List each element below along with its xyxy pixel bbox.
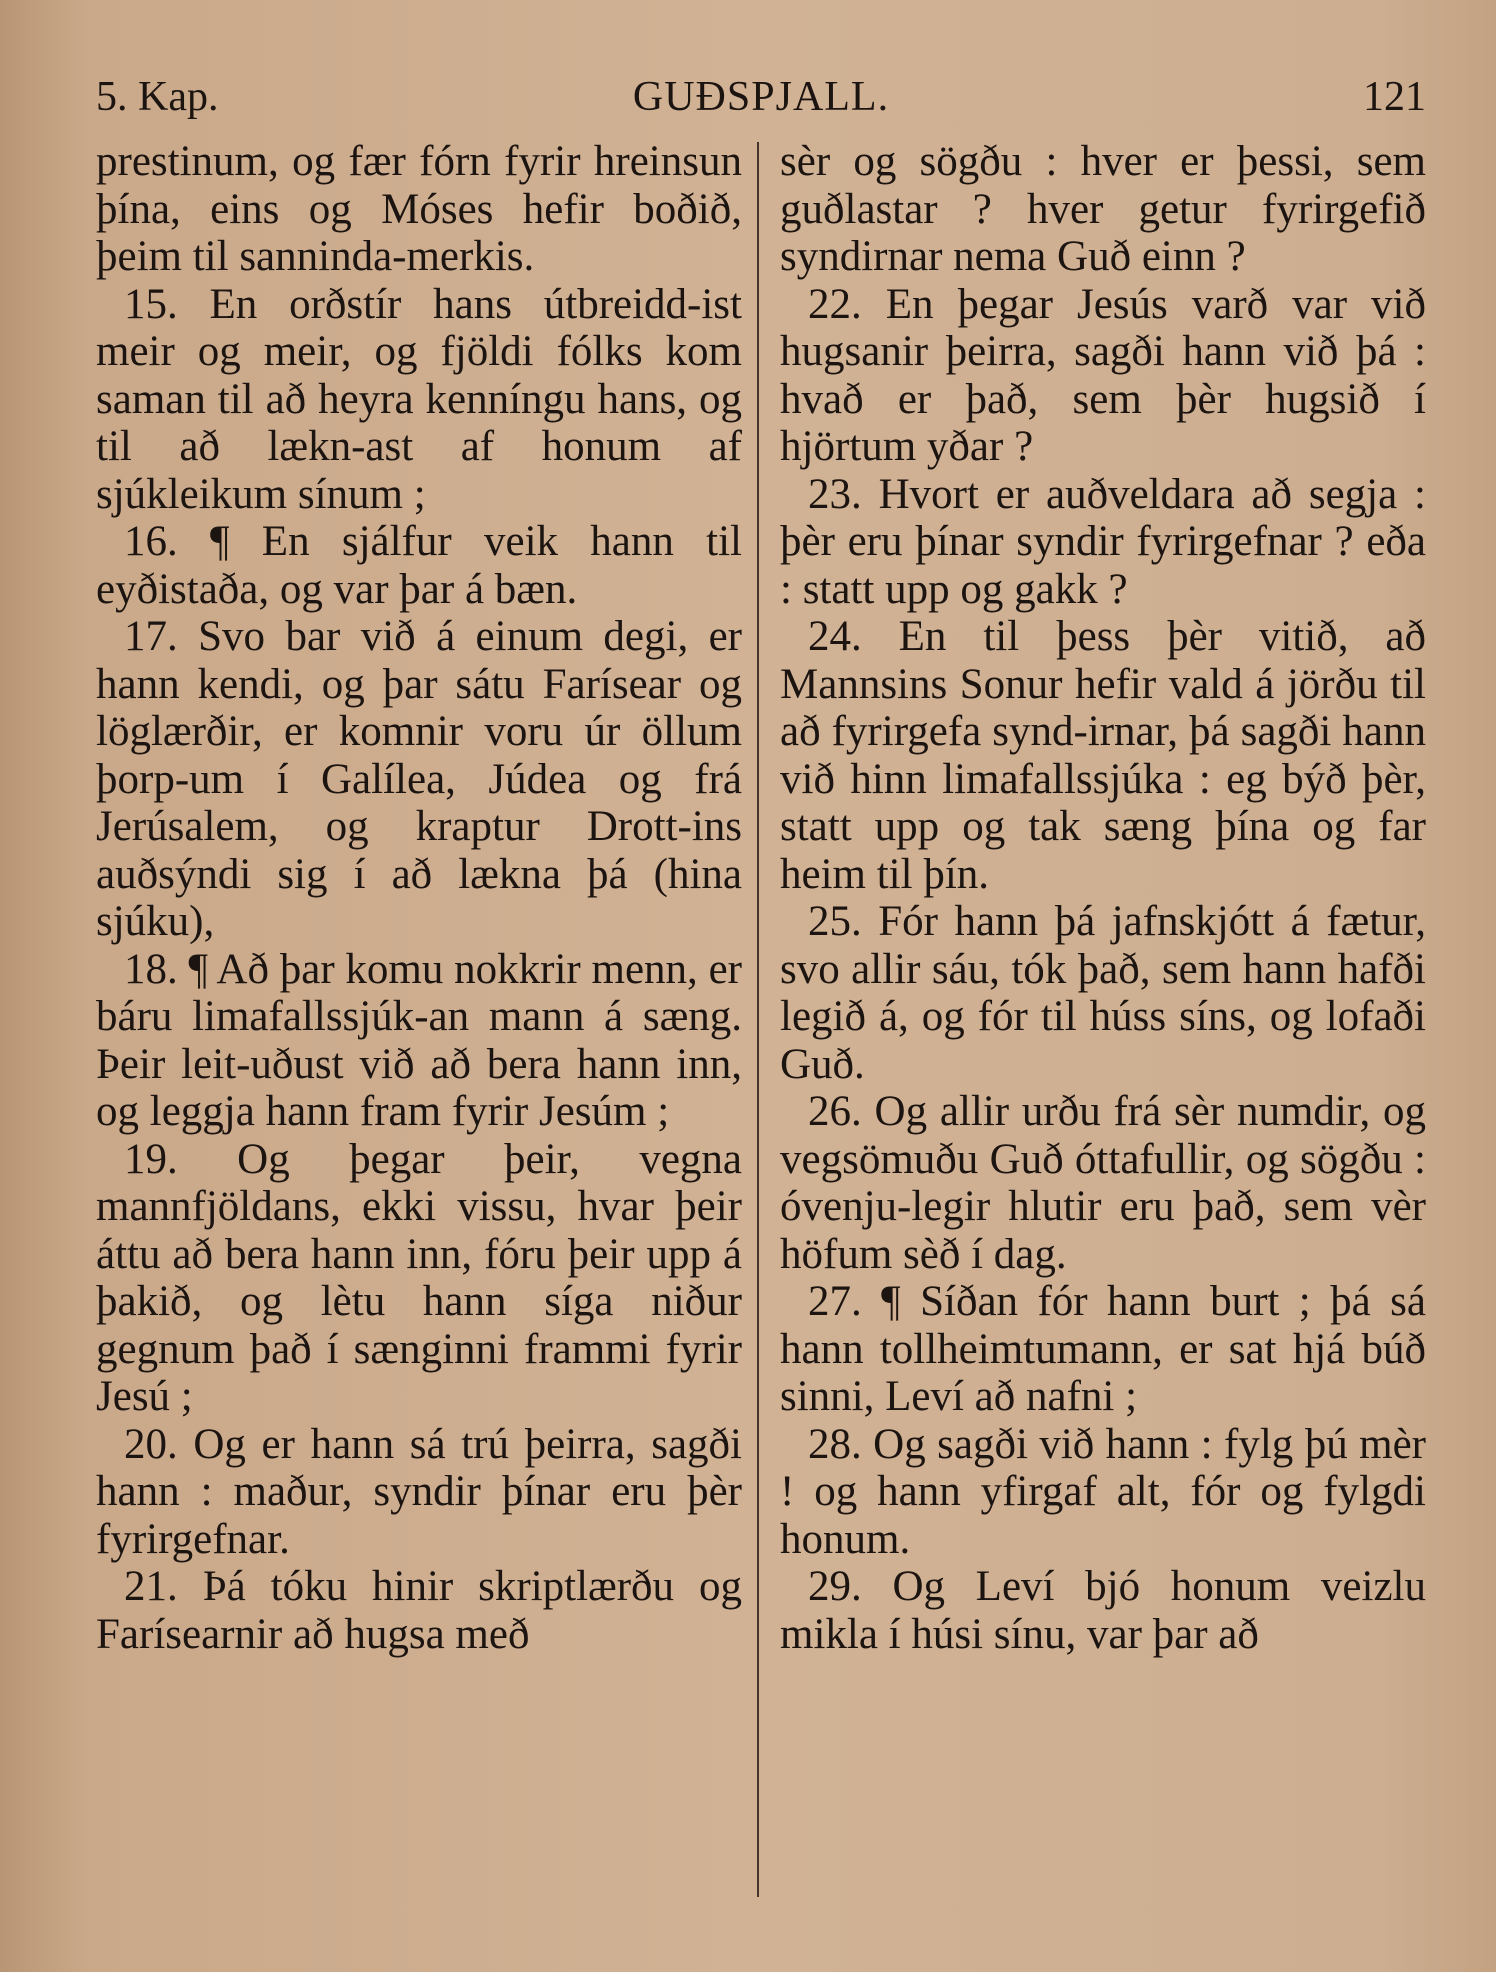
column-divider xyxy=(757,142,759,1897)
page-number: 121 xyxy=(1363,74,1426,120)
verse-paragraph: 25. Fór hann þá jafnskjótt á fætur, svo allir sáu, tók það, sem hann hafði legið á, og fór til húss síns, og lofaði Guð. xyxy=(780,898,1426,1088)
verse-paragraph: 28. Og sagði við hann : fylg þú mèr ! og hann yfirgaf alt, fór og fylgdi honum. xyxy=(780,1420,1426,1563)
verse-paragraph: 17. Svo bar við á einum degi, er hann kendi, og þar sátu Farísear og löglærðir, er komnir voru úr öllum þorp-um í Galílea, Júdea og frá Jerúsalem, og kraptur Drott-ins auðsýndi sig í að lækna þá (hina sjúku), xyxy=(96,613,742,945)
running-head xyxy=(96,72,1426,122)
verse-paragraph: 16. ¶ En sjálfur veik hann til eyðistaða, og var þar á bæn. xyxy=(96,518,742,613)
verse-paragraph: sèr og sögðu : hver er þessi, sem guðlastar ? hver getur fyrirgefið syndirnar nema Guð einn ? xyxy=(780,138,1426,280)
verse-paragraph: 27. ¶ Síðan fór hann burt ; þá sá hann tollheimtumann, er sat hjá búð sinni, Leví að nafni ; xyxy=(780,1278,1426,1420)
book-title: GUÐSPJALL. xyxy=(632,74,890,120)
verse-paragraph: 29. Og Leví bjó honum veizlu mikla í húsi sínu, var þar að xyxy=(780,1563,1426,1658)
right-column xyxy=(780,138,1426,1658)
verse-paragraph: prestinum, og fær fórn fyrir hreinsun þína, eins og Móses hefir boðið, þeim til sanninda-merkis. xyxy=(96,138,742,280)
verse-paragraph: 19. Og þegar þeir, vegna mannfjöldans, ekki vissu, hvar þeir áttu að bera hann inn, fóru þeir upp á þakið, og lètu hann síga niður gegnum það í sænginni frammi fyrir Jesú ; xyxy=(96,1135,742,1420)
verse-paragraph: 24. En til þess þèr vitið, að Mannsins Sonur hefir vald á jörðu til að fyrirgefa synd-irnar, þá sagði hann við hinn limafallssjúka : eg býð þèr, statt upp og tak sæng þína og far heim til þín. xyxy=(780,613,1426,898)
verse-paragraph: 22. En þegar Jesús varð var við hugsanir þeirra, sagði hann við þá : hvað er það, sem þèr hugsið í hjörtum yðar ? xyxy=(780,280,1426,470)
verse-paragraph: 21. Þá tóku hinir skriptlærðu og Farísearnir að hugsa með xyxy=(96,1563,742,1658)
verse-paragraph: 18. ¶ Að þar komu nokkrir menn, er báru limafallssjúk-an mann á sæng. Þeir leit-uðust við að bera hann inn, og leggja hann fram fyrir Jesúm ; xyxy=(96,945,742,1135)
left-column xyxy=(96,138,742,1658)
verse-paragraph: 20. Og er hann sá trú þeirra, sagði hann : maður, syndir þínar eru þèr fyrirgefnar. xyxy=(96,1420,742,1563)
verse-paragraph: 23. Hvort er auðveldara að segja : þèr eru þínar syndir fyrirgefnar ? eða : statt upp og gakk ? xyxy=(780,470,1426,613)
verse-paragraph: 26. Og allir urðu frá sèr numdir, og vegsömuðu Guð óttafullir, og sögðu : óvenju-legir hlutir eru það, sem vèr höfum sèð í dag. xyxy=(780,1088,1426,1278)
chapter-label: 5. Kap. xyxy=(96,74,219,120)
verse-paragraph: 15. En orðstír hans útbreidd-ist meir og meir, og fjöldi fólks kom saman til að heyra kenníngu hans, og til að lækn-ast af honum af sjúkleikum sínum ; xyxy=(96,280,742,518)
